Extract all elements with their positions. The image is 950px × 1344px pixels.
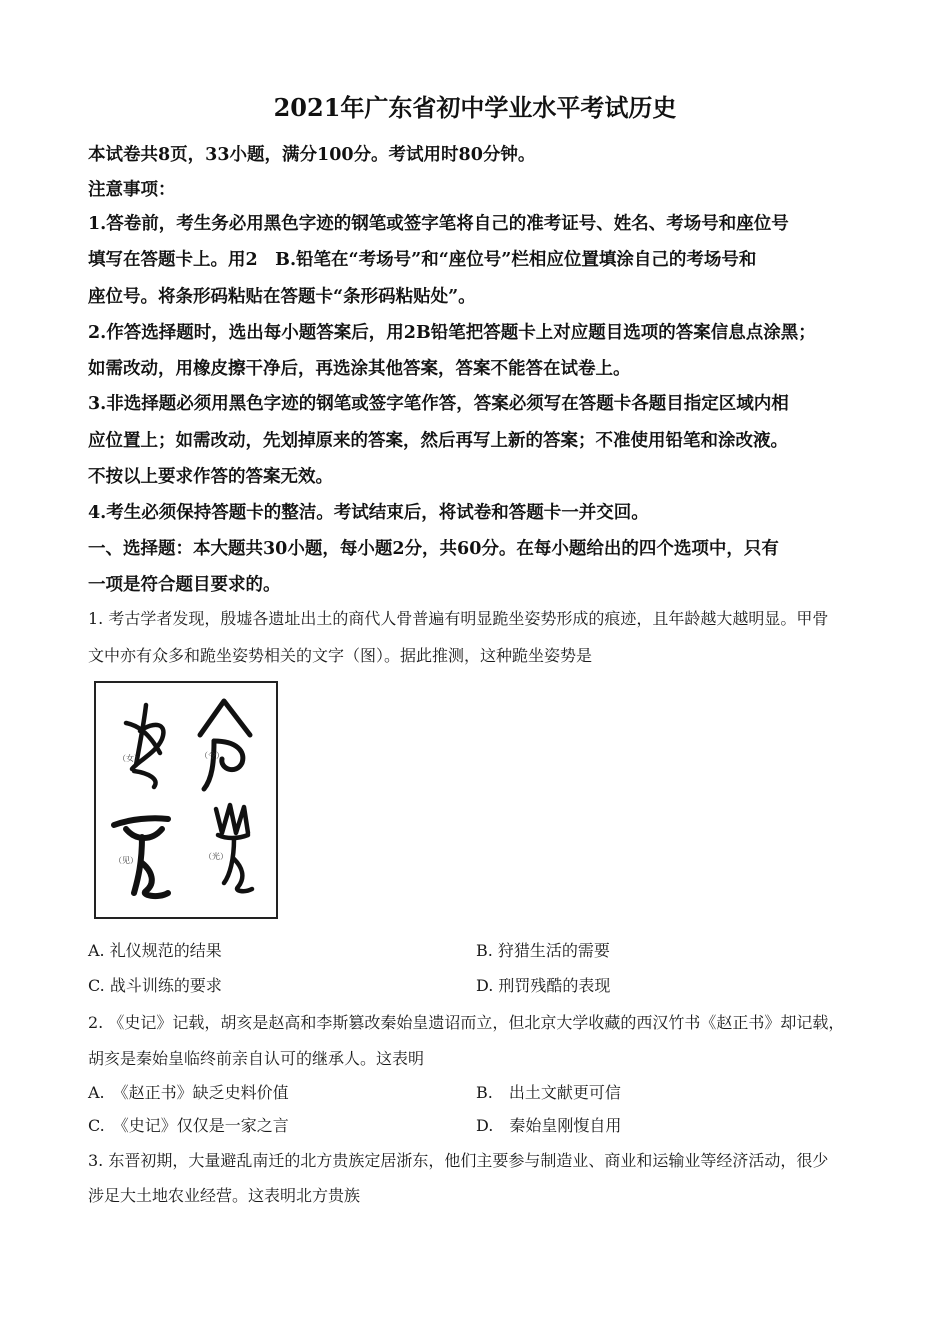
q3-stem: 3. 东晋初期，大量避乱南迁的北方贵族定居浙东，他们主要参与制造业、商业和运输业等经济活动，很少 bbox=[88, 1151, 829, 1170]
notice-line: 1.答卷前，考生务必用黑色字迹的钢笔或签字笔将自己的准考证号、姓名、考场号和座位号 bbox=[88, 214, 789, 234]
q2-option-a: A. 《赵正书》缺乏史料价值 bbox=[88, 1083, 289, 1102]
notice-line: 2.作答选择题时，选出每小题答案后，用2B铅笔把答题卡上对应题目选项的答案信息点涂黑； bbox=[88, 323, 816, 343]
q2-stem: 胡亥是秦始皇临终前亲自认可的继承人。这表明 bbox=[88, 1049, 425, 1068]
notice-line: 4.考生必须保持答题卡的整洁。考试结束后，将试卷和答题卡一并交回。 bbox=[88, 503, 649, 523]
notice-line: 如需改动，用橡皮擦干净后，再选涂其他答案，答案不能答在试卷上。 bbox=[88, 359, 631, 379]
q2-option-b: B. 出土文献更可信 bbox=[476, 1083, 621, 1102]
q1-stem: 1. 考古学者发现，殷墟各遗址出土的商代人骨普遍有明显跪坐姿势形成的痕迹，且年龄越大越明显。甲骨 bbox=[88, 609, 829, 628]
oracle-bone-glyphs bbox=[96, 683, 276, 917]
notice-line: 3.非选择题必须用黑色字迹的钢笔或签字笔作答，答案必须写在答题卡各题目指定区域内相 bbox=[88, 394, 789, 414]
q1-option-c: C. 战斗训练的要求 bbox=[88, 976, 222, 995]
section-heading: 一、选择题：本大题共30小题，每小题2分，共60分。在每小题给出的四个选项中，只有 bbox=[88, 539, 779, 559]
glyph-guang bbox=[216, 805, 252, 891]
q1-option-a: A. 礼仪规范的结果 bbox=[88, 941, 222, 960]
glyph-label: （见） bbox=[114, 856, 138, 865]
notice-heading: 注意事项： bbox=[88, 180, 176, 200]
notice-line: 不按以上要求作答的答案无效。 bbox=[88, 467, 333, 487]
q3-stem: 涉足大土地农业经营。这表明北方贵族 bbox=[88, 1186, 361, 1205]
glyph-label: （令） bbox=[200, 751, 224, 760]
oracle-bone-figure bbox=[94, 681, 278, 919]
page-title: 2021年广东省初中学业水平考试历史 bbox=[273, 93, 677, 122]
glyph-label: （光） bbox=[204, 852, 228, 861]
q2-stem: 2. 《史记》记载，胡亥是赵高和李斯篡改秦始皇遗诏而立，但北京大学收藏的西汉竹书《赵正书》却记载， bbox=[88, 1013, 845, 1032]
q1-option-d: D. 刑罚残酷的表现 bbox=[476, 976, 611, 995]
notice-line: 座位号。将条形码粘贴在答题卡“条形码粘贴处”。 bbox=[88, 287, 476, 307]
q1-stem: 文中亦有众多和跪坐姿势相关的文字（图）。据此推测，这种跪坐姿势是 bbox=[88, 646, 593, 665]
section-heading: 一项是符合题目要求的。 bbox=[88, 575, 281, 595]
notice-line: 填写在答题卡上。用2 B.铅笔在“考场号”和“座位号”栏相应位置填涂自己的考场号和 bbox=[88, 250, 757, 270]
notice-line: 应位置上；如需改动，先划掉原来的答案，然后再写上新的答案；不准使用铅笔和涂改液。 bbox=[88, 431, 788, 451]
glyph-label: （女） bbox=[118, 754, 142, 763]
glyph-ling bbox=[200, 701, 250, 789]
glyph-nu bbox=[126, 705, 163, 787]
q2-option-d: D. 秦始皇刚愎自用 bbox=[476, 1116, 622, 1135]
q2-option-c: C. 《史记》仅仅是一家之言 bbox=[88, 1116, 289, 1135]
q1-option-b: B. 狩猎生活的需要 bbox=[476, 941, 610, 960]
exam-intro: 本试卷共8页，33小题，满分100分。考试用时80分钟。 bbox=[88, 145, 536, 165]
